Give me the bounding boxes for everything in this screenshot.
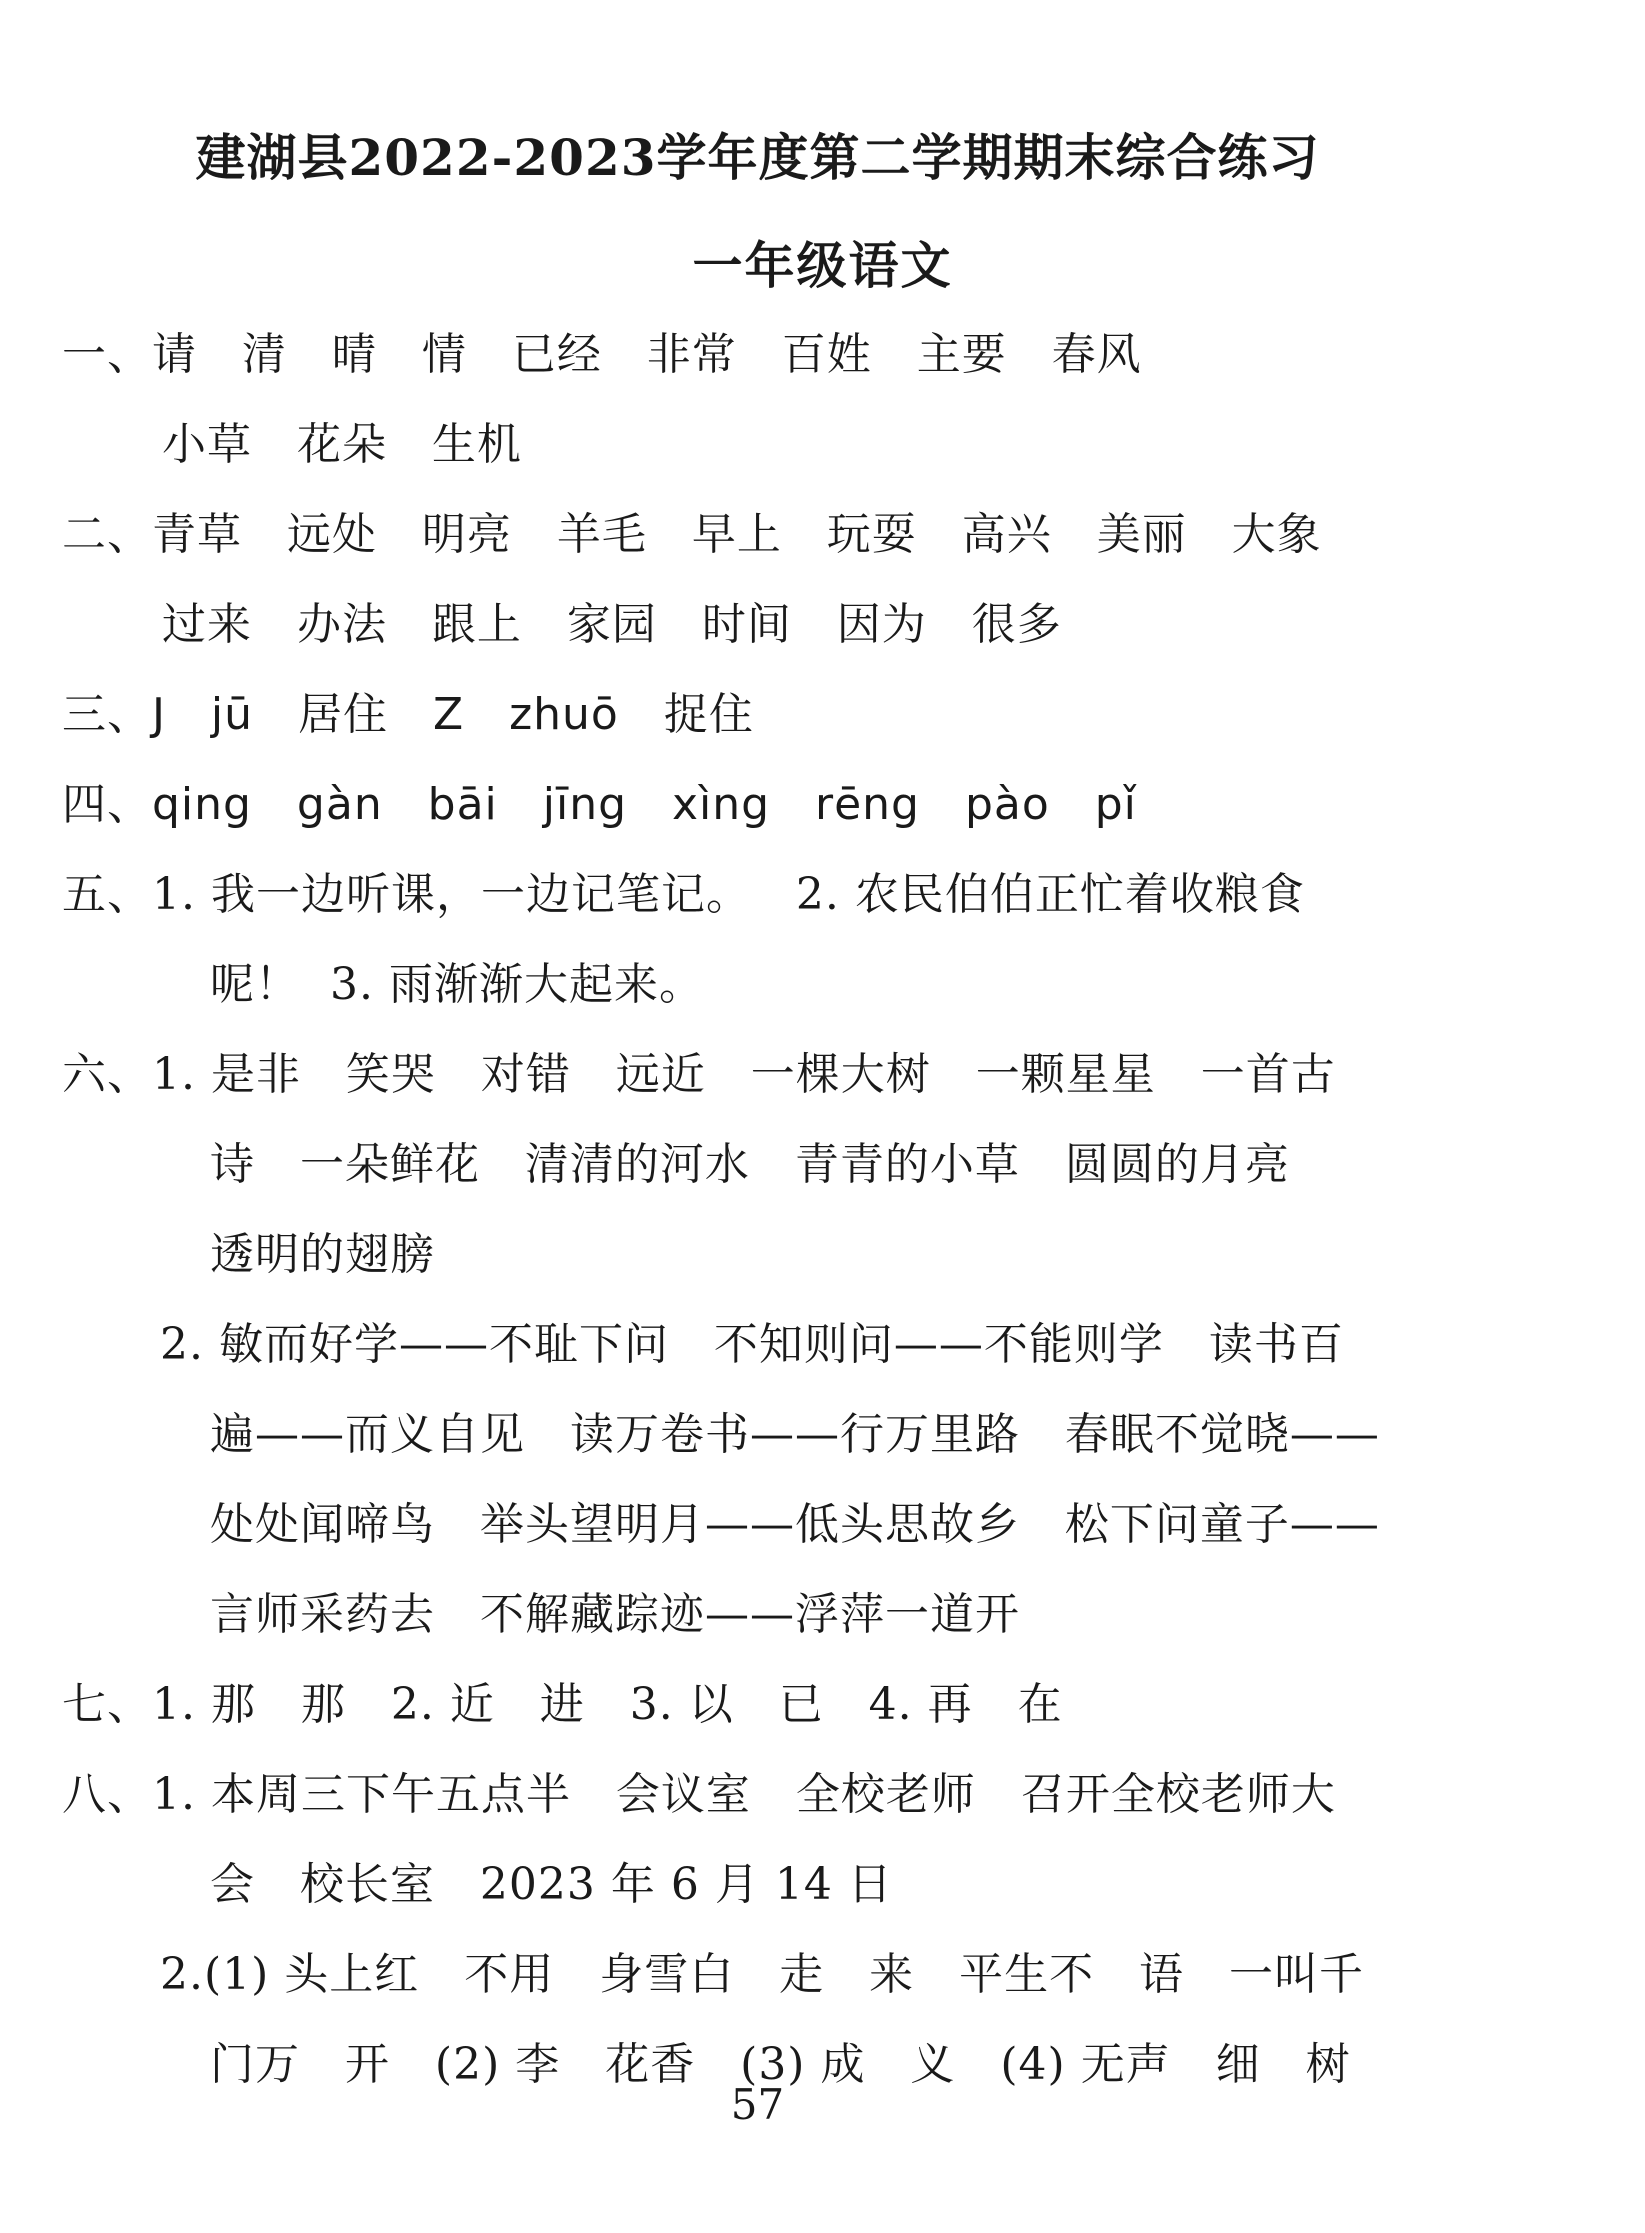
answer-line: 呢！ 3. 雨渐渐大起来。 <box>210 959 704 1010</box>
answer-line: 小草 花朵 生机 <box>162 419 522 470</box>
answer-line: 2.(1) 头上红 不用 身雪白 走 来 平生不 语 一叫千 <box>160 1949 1365 2000</box>
answer-line: 过来 办法 跟上 家园 时间 因为 很多 <box>162 599 1062 650</box>
answer-line: 处处闻啼鸟 举头望明月——低头思故乡 松下问童子—— <box>210 1499 1380 1550</box>
answer-line: 言师采药去 不解藏踪迹——浮萍一道开 <box>210 1589 1020 1640</box>
answer-line: 八、1. 本周三下午五点半 会议室 全校老师 召开全校老师大 <box>62 1769 1336 1820</box>
answer-line: 遍——而义自见 读万卷书——行万里路 春眠不觉晓—— <box>210 1409 1380 1460</box>
answer-line: 三、J jū 居住 Z zhuō 捉住 <box>62 689 754 740</box>
answer-line: 四、qing gàn bāi jīng xìng rēng pào pǐ <box>62 779 1137 830</box>
page-title: 建湖县2022-2023学年度第二学期期末综合练习 <box>195 128 1320 187</box>
answer-line: 一、请 清 晴 情 已经 非常 百姓 主要 春风 <box>62 329 1142 380</box>
answer-line: 诗 一朵鲜花 清清的河水 青青的小草 圆圆的月亮 <box>210 1139 1290 1190</box>
answer-line: 2. 敏而好学——不耻下问 不知则问——不能则学 读书百 <box>160 1319 1344 1370</box>
answer-line: 会 校长室 2023 年 6 月 14 日 <box>210 1859 893 1910</box>
answer-line: 五、1. 我一边听课，一边记笔记。 2. 农民伯伯正忙着收粮食 <box>62 869 1305 920</box>
answer-line: 六、1. 是非 笑哭 对错 远近 一棵大树 一颗星星 一首古 <box>62 1049 1336 1100</box>
answer-line: 七、1. 那 那 2. 近 进 3. 以 已 4. 再 在 <box>62 1679 1063 1730</box>
answer-line: 透明的翅膀 <box>210 1229 435 1280</box>
page-number: 57 <box>730 2080 785 2129</box>
answer-line: 二、青草 远处 明亮 羊毛 早上 玩耍 高兴 美丽 大象 <box>62 509 1322 560</box>
answer-line: 门万 开 (2) 李 花香 (3) 成 义 (4) 无声 细 树 <box>210 2039 1351 2090</box>
page-subtitle: 一年级语文 <box>692 236 953 295</box>
